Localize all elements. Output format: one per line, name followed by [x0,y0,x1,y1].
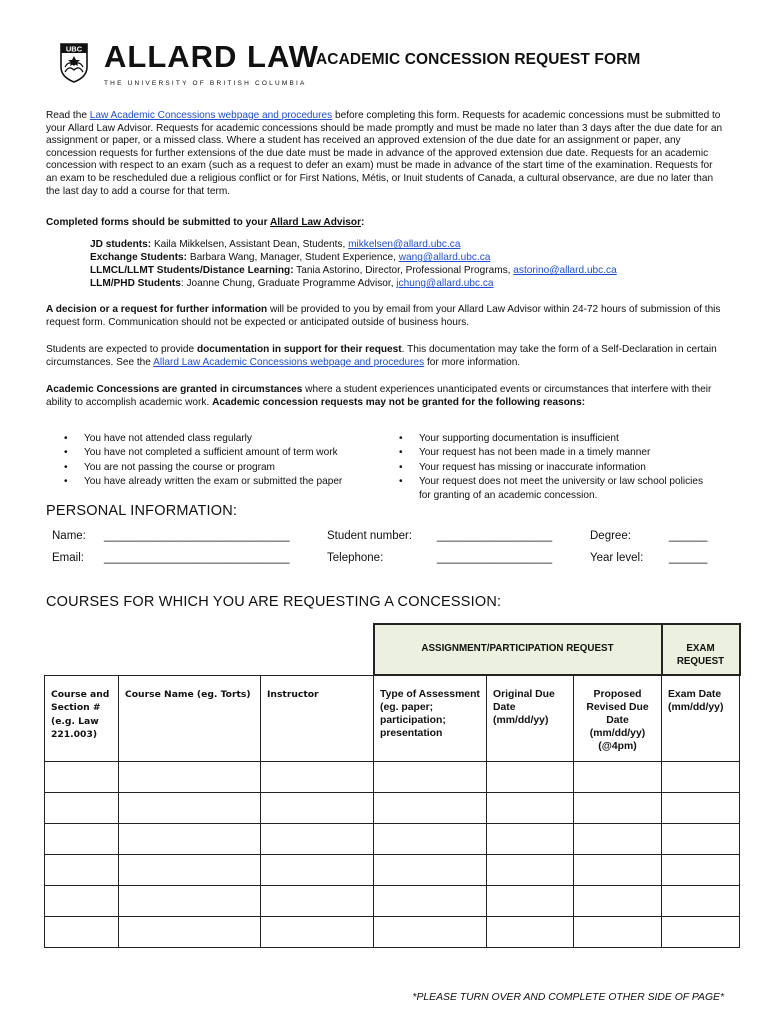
exam-group-header: EXAM REQUEST [662,624,740,675]
submit-instructions: Completed forms should be submitted to your Allard Law Advisor: [46,217,365,228]
col-proposed-due-date: Proposed Revised Due Date (mm/dd/yy) (@4pm) [574,675,662,761]
concessions-webpage-link-2[interactable]: Allard Law Academic Concessions webpage and procedures [153,356,425,368]
table-row [45,885,740,916]
courses-heading: COURSES FOR WHICH YOU ARE REQUESTING A CONCESSION: [46,594,502,610]
granted-paragraph: Academic Concessions are granted in circumstances where a student experiences unanticipated events or circumstances that interfere with their ability to accomplish academic work. Academic concession requests may not be granted for the following reasons: [46,384,712,408]
advisor-email-link[interactable]: astorino@allard.ubc.ca [513,265,617,276]
logo-badge: UBC [65,44,83,54]
reasons-list-right [399,432,709,503]
table-row [45,823,740,854]
form-title: ACADEMIC CONCESSION REQUEST FORM [316,51,641,68]
table-column-header [45,675,740,761]
list-item: • You have not attended class regularly [64,432,384,446]
col-course-name: Course Name (eg. Torts) [119,675,261,761]
col-original-due-date: Original Due Date (mm/dd/yy) [487,675,574,761]
list-item: • Your request has not been made in a timely manner [399,446,709,460]
list-item: • You are not passing the course or program [64,461,384,475]
decision-paragraph: A decision or a request for further information will be provided to you by email from your Allard Law Advisor within 24-72 hours of submission of this request form. Communication should not be expected or anticipated outside of business hours. [46,304,721,328]
advisor-list [90,238,730,290]
intro-paragraph: Read the Law Academic Concessions webpage and procedures before completing this form. Requests for academic concessions must be submitted to your Allard Law Advisor. Requests for academic concessions should be made promptly and must be made no later than 3 days after the due date for an assignment or paper, or a missed class. Where a student has received an approved extension of the due date for an assignment or paper, any concession requests for further extensions of the due date must be made in advance of the approved extension due date. Requests for an academic concession with respect to an exam (such as a request to defer an exam) must be made in advance of the start time of the examination. Requests for an exam to be rescheduled due a religious conflict or for First Nations, Métis, or Inuit students of Canada, a cultural observance, are due no later than the last day to add a course for that term. [46,110,723,197]
degree-field[interactable]: ______ [669,530,708,542]
col-course-section: Course and Section # (e.g. Law 221.003) [45,675,119,761]
list-item: • Your request has missing or inaccurate information [399,461,709,475]
year-level-field[interactable]: ______ [669,552,708,564]
table-row [45,792,740,823]
documentation-paragraph: Students are expected to provide documentation in support for their request. This documentation may take the form of a Self-Declaration in certain circumstances. See the Allard Law Academic Concessions webpage and procedures for more information. [46,344,717,368]
ubc-crest-icon [60,43,88,83]
table-row [45,916,740,947]
advisor-row: LLM/PHD Students: Joanne Chung, Graduate Programme Advisor, jchung@allard.ubc.ca [90,278,494,289]
table-group-header [45,624,740,675]
advisor-email-link[interactable]: jchung@allard.ubc.ca [396,278,494,289]
col-instructor: Instructor [261,675,374,761]
email-field[interactable]: _____________________________ [104,552,290,564]
assignment-group-header: ASSIGNMENT/PARTICIPATION REQUEST [374,624,662,675]
advisor-row: Exchange Students: Barbara Wang, Manager, Student Experience, wang@allard.ubc.ca [90,252,491,263]
allard-law-advisor-text: Allard Law Advisor [269,217,362,228]
personal-info-heading: PERSONAL INFORMATION: [46,503,238,519]
advisor-email-link[interactable]: mikkelsen@allard.ubc.ca [348,239,461,250]
email-label: Email: [52,552,84,564]
name-label: Name: [52,530,86,542]
logo-wordmark: ALLARD LAW [104,39,319,74]
list-item: • You have already written the exam or submitted the paper [64,475,384,489]
list-item: • You have not completed a sufficient amount of term work [64,446,384,460]
logo-subtitle: THE UNIVERSITY OF BRITISH COLUMBIA [104,80,307,87]
year-level-label: Year level: [590,552,644,564]
concessions-webpage-link[interactable]: Law Academic Concessions webpage and procedures [89,110,333,121]
advisor-email-link[interactable]: wang@allard.ubc.ca [398,252,491,263]
student-number-label: Student number: [327,530,413,542]
name-field[interactable]: _____________________________ [104,530,290,542]
advisor-row: LLMCL/LLMT Students/Distance Learning: Tania Astorino, Director, Professional Programs, astorino@allard.ubc.ca [90,265,617,276]
turn-over-note: *PLEASE TURN OVER AND COMPLETE OTHER SIDE OF PAGE* [412,992,724,1003]
table-row [45,854,740,885]
list-item: • Your request does not meet the university or law school policies for granting of an academic concession. [399,475,709,504]
col-assessment-type: Type of Assessment (eg. paper; participation; presentation [374,675,487,761]
advisor-row: JD students: Kaila Mikkelsen, Assistant Dean, Students, mikkelsen@allard.ubc.ca [90,239,461,250]
list-item: • Your supporting documentation is insufficient [399,432,709,446]
reasons-list-left [64,432,384,489]
table-row [45,761,740,792]
courses-table [44,623,741,948]
degree-label: Degree: [590,530,631,542]
telephone-label: Telephone: [327,552,384,564]
col-exam-date: Exam Date (mm/dd/yy) [662,675,740,761]
telephone-field[interactable]: __________________ [437,552,553,564]
student-number-field[interactable]: __________________ [437,530,553,542]
